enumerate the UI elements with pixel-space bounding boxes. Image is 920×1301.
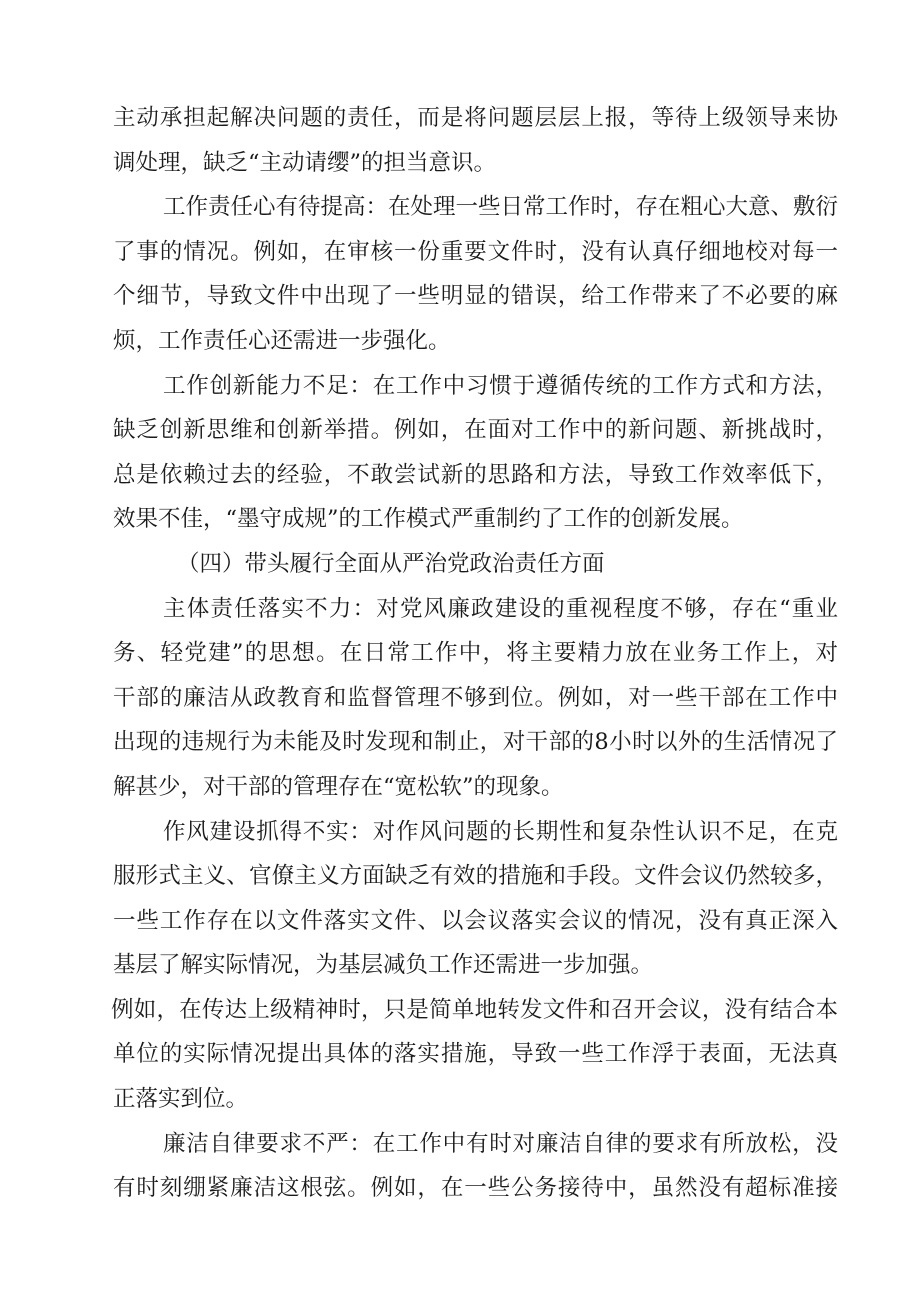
text-line: 服形式主义、官僚主义方面缺乏有效的措施和手段。文件会议仍然较多， bbox=[113, 863, 838, 890]
text-line: 廉洁自律要求不严：在工作中有时对廉洁自律的要求有所放松，没 bbox=[163, 1130, 838, 1157]
text-line: 单位的实际情况提出具体的落实措施，导致一些工作浮于表面，无法真 bbox=[113, 1041, 838, 1068]
text-line: 效果不佳，“墨守成规”的工作模式严重制约了工作的创新发展。 bbox=[113, 506, 744, 533]
paragraph-innovation bbox=[113, 364, 838, 542]
paragraph-integrity bbox=[113, 1122, 838, 1211]
text-line: 主体责任落实不力：对党风廉政建设的重视程度不够，存在“重业 bbox=[163, 595, 838, 622]
paragraph-work-style bbox=[113, 810, 838, 1122]
document-body bbox=[113, 96, 838, 1211]
text-line: 有时刻绷紧廉洁这根弦。例如，在一些公务接待中，虽然没有超标准接 bbox=[113, 1175, 838, 1202]
paragraph-responsibility-continuation bbox=[113, 96, 838, 185]
text-line: 工作责任心有待提高：在处理一些日常工作时，存在粗心大意、敷衍 bbox=[163, 194, 838, 221]
text-line: 主动承担起解决问题的责任，而是将问题层层上报，等待上级领导来协 bbox=[113, 105, 838, 131]
paragraph-main-responsibility bbox=[113, 587, 838, 810]
text-line: 缺乏创新思维和创新举措。例如，在面对工作中的新问题、新挑战时， bbox=[113, 417, 838, 444]
text-line: 出现的违规行为未能及时发现和制止，对干部的8小时以外的生活情况了 bbox=[113, 729, 838, 756]
text-line: 了事的情况。例如，在审核一份重要文件时，没有认真仔细地校对每一 bbox=[113, 238, 838, 265]
text-line: 作风建设抓得不实：对作风问题的长期性和复杂性认识不足，在克 bbox=[163, 818, 838, 845]
text-line: 调处理，缺乏“主动请缨”的担当意识。 bbox=[113, 149, 497, 176]
text-line: 解甚少，对干部的管理存在“宽松软”的现象。 bbox=[113, 773, 564, 800]
text-line: 烦，工作责任心还需进一步强化。 bbox=[113, 327, 451, 354]
text-line: 总是依赖过去的经验，不敢尝试新的思路和方法，导致工作效率低下， bbox=[113, 461, 838, 488]
paragraph-work-responsibility bbox=[113, 185, 838, 363]
text-line: 基层了解实际情况，为基层减负工作还需进一步加强。 bbox=[113, 952, 654, 979]
text-line: 正落实到位。 bbox=[113, 1086, 249, 1113]
section-heading bbox=[113, 542, 838, 587]
text-line: 干部的廉洁从政教育和监督管理不够到位。例如，对一些干部在工作中 bbox=[113, 684, 838, 711]
text-line: 个细节，导致文件中出现了一些明显的错误，给工作带来了不必要的麻 bbox=[113, 283, 838, 310]
text-line: 务、轻党建”的思想。在日常工作中，将主要精力放在业务工作上，对 bbox=[113, 640, 838, 667]
text-line: 一些工作存在以文件落实文件、以会议落实会议的情况，没有真正深入 bbox=[113, 907, 838, 934]
text-line: 例如，在传达上级精神时，只是简单地转发文件和召开会议，没有结合本 bbox=[111, 996, 838, 1023]
text-line: 工作创新能力不足：在工作中习惯于遵循传统的工作方式和方法， bbox=[163, 372, 838, 399]
section-heading-text: （四）带头履行全面从严治党政治责任方面 bbox=[177, 550, 605, 577]
